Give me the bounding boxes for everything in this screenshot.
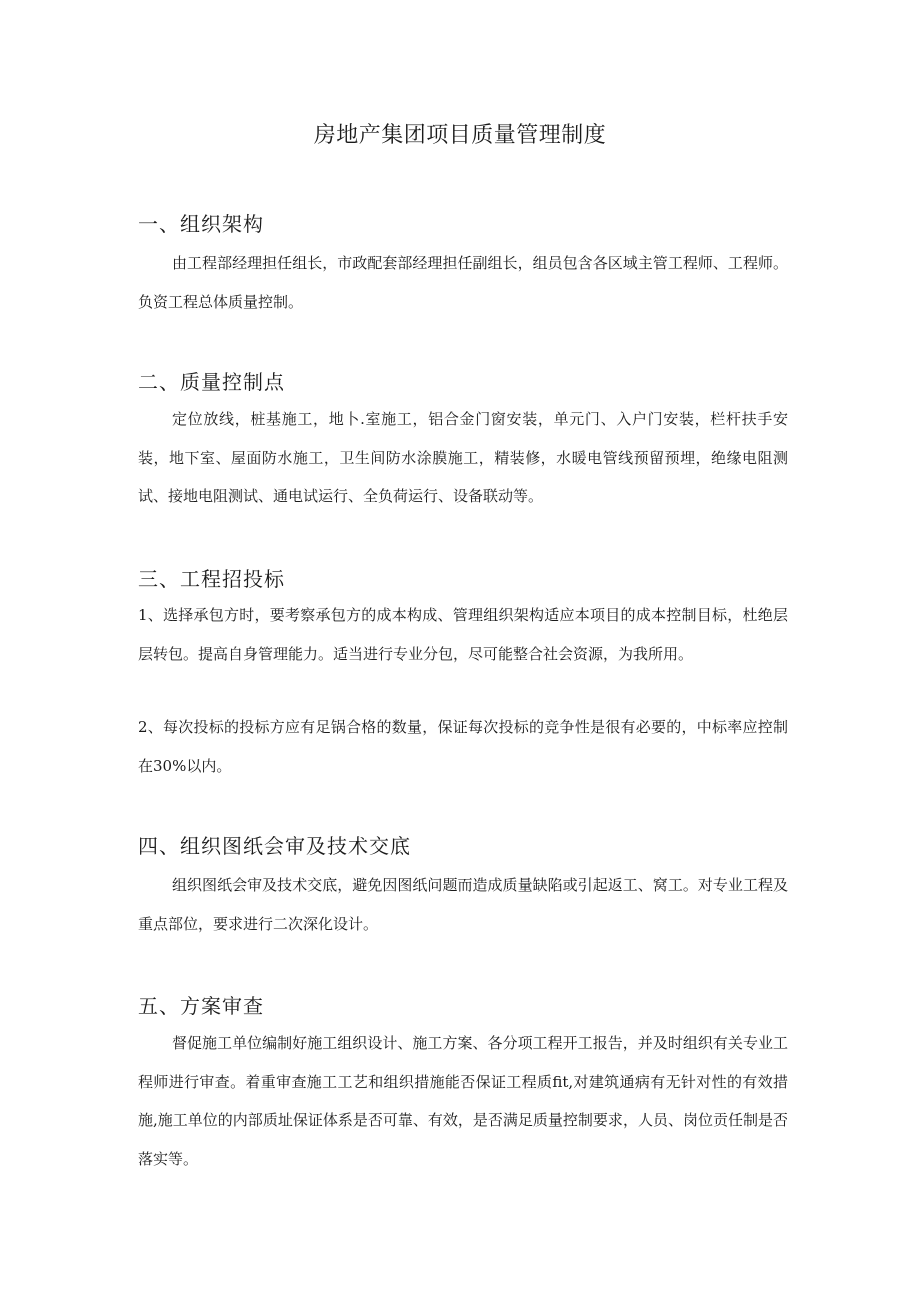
section-paragraph: 2、每次投标的投标方应有足锅合格的数量，保证每次投标的竞争性是很有必要的，中标率应控制在30%以内。 bbox=[138, 718, 788, 775]
section-heading-bidding: 三、工程招投标 bbox=[138, 567, 285, 591]
section-paragraph: 1、选择承包方时，要考察承包方的成本构成、管理组织架构适应本项目的成本控制目标，杜绝层层转包。提高自身管理能力。适当进行专业分包，尽可能整合社会资源，为我所用。 bbox=[138, 606, 788, 663]
section-heading-drawing-review: 四、组织图纸会审及技术交底 bbox=[138, 834, 411, 858]
section-heading-plan-review: 五、方案审查 bbox=[138, 994, 264, 1018]
section-paragraph: 定位放线，桩基施工，地卜.室施工，铝合金门窗安装，单元门、入户门安装，栏杆扶手安装，地下室、屋面防水施工，卫生间防水涂膜施工，精装修，水暖电管线预留预埋，绝缘电阻测试、接地电阻测试、通电试运行、全负荷运行、设备联动等。 bbox=[138, 410, 788, 505]
section-heading-quality-control-points: 二、质量控制点 bbox=[138, 370, 285, 394]
section-paragraph: 由工程部经理担任组长，市政配套部经理担任副组长，组员包含各区域主管工程师、工程师。负资工程总体质量控制。 bbox=[138, 254, 788, 311]
document-title: 房地产集团项目质量管理制度 bbox=[313, 123, 607, 148]
section-heading-organization: 一、组织架构 bbox=[138, 212, 264, 236]
section-paragraph: 督促施工单位编制好施工组织设计、施工方案、各分项工程开工报告，并及时组织有关专业工程师进行审查。着重审查施工工艺和组织措施能否保证工程质fit,对建筑通病有无针对性的有效措施,施工单位的内部质址保证体系是否可靠、有效，是否满足质量控制要求，人员、岗位贡任制是否落实等。 bbox=[138, 1034, 788, 1168]
section-paragraph: 组织图纸会审及技术交底，避免因图纸问题而造成质量缺陷或引起返工、窝工。对专业工程及重点部位，要求进行二次深化设计。 bbox=[138, 876, 788, 933]
